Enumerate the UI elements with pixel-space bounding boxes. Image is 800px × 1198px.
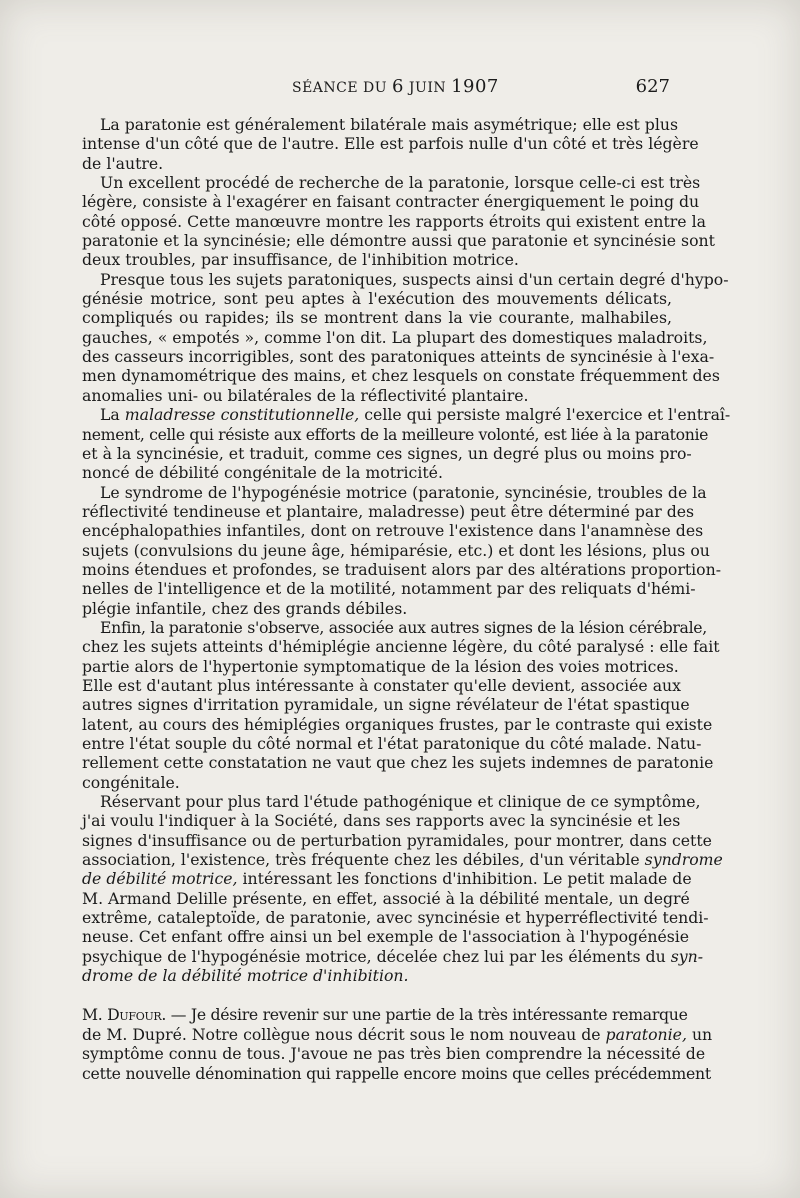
paragraph-gap bbox=[82, 985, 672, 1005]
text-line: j'ai voulu l'indiquer à la Société, dans ses rapports avec la syncinésie et les bbox=[82, 811, 681, 831]
text-line: gauches, « empotés », comme l'on dit. La plupart des domestiques maladroits, bbox=[82, 327, 708, 347]
italic-term: de débilité motrice, bbox=[82, 869, 238, 889]
text-line: neuse. Cet enfant offre ainsi un bel exemple de l'association à l'hypogénésie bbox=[82, 927, 690, 947]
text-line: symptôme connu de tous. J'avoue ne pas très bien comprendre la nécessité de bbox=[82, 1044, 706, 1064]
text-line: partie alors de l'hypertonie symptomatique de la lésion des voies motrices. bbox=[82, 656, 679, 676]
page-number: 627 bbox=[635, 76, 670, 97]
text-line: entre l'état souple du côté normal et l'état paratonique du côté malade. Natu- bbox=[82, 734, 702, 753]
text-line: paratonie et la syncinésie; elle démontre aussi que paratonie et syncinésie sont bbox=[82, 231, 715, 251]
text-line: encéphalopathies infantiles, dont on retrouve l'existence dans l'anamnèse des bbox=[82, 521, 704, 541]
text-line: et à la syncinésie, et traduit, comme ces signes, un degré plus ou moins pro- bbox=[82, 443, 692, 463]
text-line bbox=[82, 966, 672, 985]
running-title: SÉANCE DU 6 JUIN 1907 bbox=[292, 76, 499, 97]
text-line: cette nouvelle dénomination qui rappelle encore moins que celles précédemment bbox=[82, 1063, 711, 1083]
text-line: rellement cette constatation ne vaut que chez les sujets indemnes de paratonie bbox=[82, 753, 714, 773]
text-line: côté opposé. Cette manœuvre montre les rapports étroits qui existent entre la bbox=[82, 211, 706, 231]
italic-term: paratonie, bbox=[605, 1024, 687, 1044]
text-line: génésie motrice, sont peu aptes à l'exécution des mouvements délicats, bbox=[82, 289, 672, 309]
text-line: nement, celle qui résiste aux efforts de la meilleure volonté, est liée à la paratonie bbox=[82, 424, 709, 444]
speaker-name: Dufour. bbox=[107, 1005, 167, 1025]
text-line: réflectivité tendineuse et plantaire, maladresse) peut être déterminé par des bbox=[82, 501, 695, 521]
running-header bbox=[82, 76, 670, 100]
text-line: légère, consiste à l'exagérer en faisant contracter énergiquement le poing du bbox=[82, 192, 700, 212]
text-line: autres signes d'irritation pyramidale, un signe révélateur de l'état spastique bbox=[82, 695, 690, 715]
text-line: La maladresse constitutionnelle, celle qui persiste malgré l'exercice et l'entraî- bbox=[100, 405, 731, 425]
text-line: plégie infantile, chez des grands débiles. bbox=[82, 598, 408, 618]
text-line: Enfin, la paratonie s'observe, associée aux autres signes de la lésion cérébrale, bbox=[100, 617, 707, 637]
text-line: Un excellent procédé de recherche de la paratonie, lorsque celle-ci est très bbox=[100, 173, 701, 193]
italic-term: drome de la débilité motrice d'inhibition. bbox=[82, 966, 409, 986]
text-line: La paratonie est généralement bilatérale mais asymétrique; elle est plus bbox=[100, 115, 679, 134]
text-line: noncé de débilité congénitale de la motricité. bbox=[82, 463, 443, 483]
text-line: signes d'insuffisance ou de perturbation pyramidales, pour montrer, dans cette bbox=[82, 830, 712, 850]
text-line: M. Dufour. — Je désire revenir sur une partie de la très intéressante remarque bbox=[82, 1005, 688, 1025]
text-line: de débilité motrice, intéressant les fonctions d'inhibition. Le petit malade de bbox=[82, 869, 692, 889]
text-line: association, l'existence, très fréquente chez les débiles, d'un véritable syndrome bbox=[82, 850, 723, 870]
text-line: de M. Dupré. Notre collègue nous décrit sous le nom nouveau de paratonie, un bbox=[82, 1024, 713, 1044]
italic-term: maladresse constitutionnelle, bbox=[124, 405, 360, 425]
italic-term: syn- bbox=[670, 946, 704, 966]
text-line: M. Armand Delille présente, en effet, associé à la débilité mentale, un degré bbox=[82, 888, 690, 908]
text-line: men dynamométrique des mains, et chez lesquels on constate fréquemment des bbox=[82, 366, 720, 386]
text-line: Elle est d'autant plus intéressante à constater qu'elle devient, associée aux bbox=[82, 675, 681, 695]
text-line: de l'autre. bbox=[82, 153, 164, 173]
text-line: extrême, cataleptoïde, de paratonie, avec syncinésie et hyperréflectivité tendi- bbox=[82, 908, 709, 928]
text-line: Presque tous les sujets paratoniques, suspects ainsi d'un certain degré d'hypo- bbox=[100, 269, 729, 289]
text-line: compliqués ou rapides; ils se montrent dans la vie courante, malhabiles, bbox=[82, 308, 672, 328]
text-line: moins étendues et profondes, se traduisent alors par des altérations proportion- bbox=[82, 559, 722, 579]
text-line: anomalies uni- ou bilatérales de la réflectivité plantaire. bbox=[82, 385, 529, 405]
text-line: sujets (convulsions du jeune âge, hémiparésie, etc.) et dont les lésions, plus ou bbox=[82, 540, 710, 560]
text-line: nelles de l'intelligence et de la motilité, notamment par des reliquats d'hémi- bbox=[82, 579, 696, 599]
body-text bbox=[82, 115, 731, 1083]
text-line: psychique de l'hypogénésie motrice, décelée chez lui par les éléments du syn- bbox=[82, 946, 704, 966]
text-line: deux troubles, par insuffisance, de l'inhibition motrice. bbox=[82, 250, 519, 270]
text-line: des casseurs incorrigibles, sont des paratoniques atteints de syncinésie à l'exa- bbox=[82, 347, 715, 367]
text-line: latent, au cours des hémiplégies organiques frustes, par le contraste qui existe bbox=[82, 714, 713, 734]
text-line: Réservant pour plus tard l'étude pathogénique et clinique de ce symptôme, bbox=[100, 792, 701, 812]
text-line: chez les sujets atteints d'hémiplégie ancienne légère, du côté paralysé : elle fait bbox=[82, 637, 720, 657]
text-line: Le syndrome de l'hypogénésie motrice (paratonie, syncinésie, troubles de la bbox=[100, 482, 707, 502]
text-line: intense d'un côté que de l'autre. Elle est parfois nulle d'un côté et très légère bbox=[82, 134, 699, 154]
text-line: congénitale. bbox=[82, 772, 180, 792]
italic-term: syndrome bbox=[644, 850, 723, 870]
